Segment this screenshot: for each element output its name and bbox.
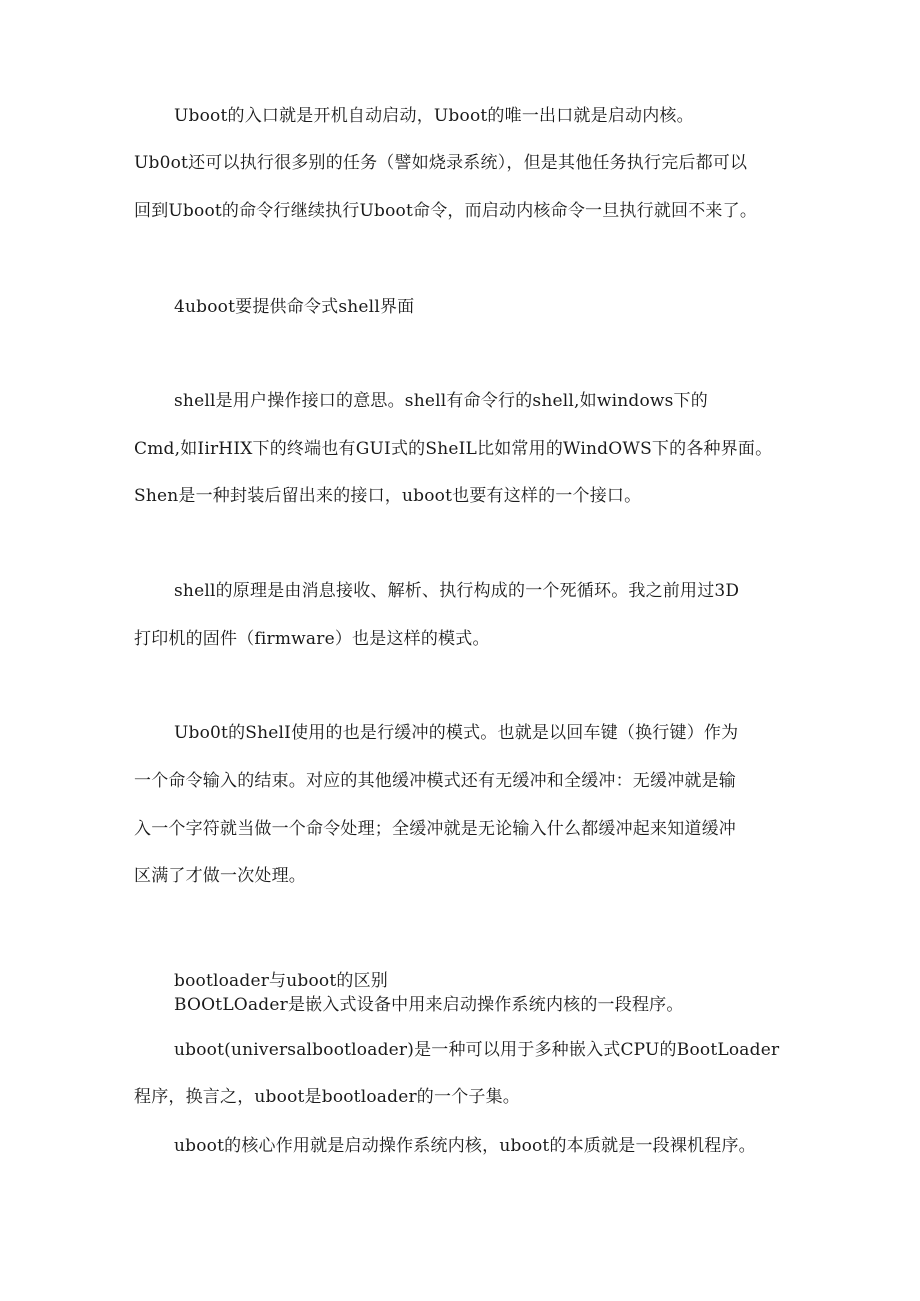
paragraph-line: 回到Uboot的命令行继续执行Uboot命令，而启动内核命令一旦执行就回不来了。 <box>134 201 758 221</box>
paragraph-line: Ubo0t的ShelI使用的也是行缓冲的模式。也就是以回车键（换行键）作为 <box>174 723 739 743</box>
paragraph-line: shell的原理是由消息接收、解析、执行构成的一个死循环。我之前用过3D <box>174 581 740 601</box>
paragraph-line: 打印机的固件（firmware）也是这样的模式。 <box>134 629 490 649</box>
paragraph-line: Uboot的入口就是开机自动启动，Uboot的唯一出口就是启动内核。 <box>174 106 694 126</box>
paragraph-line: Shen是一种封装后留出来的接口，uboot也要有这样的一个接口。 <box>134 486 642 506</box>
paragraph-line: 一个命令输入的结束。对应的其他缓冲模式还有无缓冲和全缓冲：无缓冲就是输 <box>134 771 736 791</box>
paragraph-line: 入一个字符就当做一个命令处理；全缓冲就是无论输入什么都缓冲起来知道缓冲 <box>134 819 736 839</box>
paragraph-line: Cmd,如IirHIX下的终端也有GUI式的SheIL比如常用的WindOWS下的各种界面。 <box>134 439 773 459</box>
paragraph-line: 程序，换言之，uboot是bootloader的一个子集。 <box>134 1087 520 1107</box>
paragraph-line: shell是用户操作接口的意思。shell有命令行的shell,如windows下的 <box>174 391 708 411</box>
paragraph-line: BOOtLOader是嵌入式设备中用来启动操作系统内核的一段程序。 <box>174 995 684 1015</box>
paragraph-line: Ub0ot还可以执行很多别的任务（譬如烧录系统），但是其他任务执行完后都可以 <box>134 153 748 173</box>
paragraph-line: uboot的核心作用就是启动操作系统内核，uboot的本质就是一段裸机程序。 <box>174 1136 756 1156</box>
section-heading: 4uboot要提供命令式shell界面 <box>174 297 415 317</box>
paragraph-line: 区满了才做一次处理。 <box>134 866 306 886</box>
section-heading: bootloader与uboot的区别 <box>174 971 388 991</box>
paragraph-line: uboot(universalbootloader)是一种可以用于多种嵌入式CPU的BootLoader <box>174 1040 780 1060</box>
